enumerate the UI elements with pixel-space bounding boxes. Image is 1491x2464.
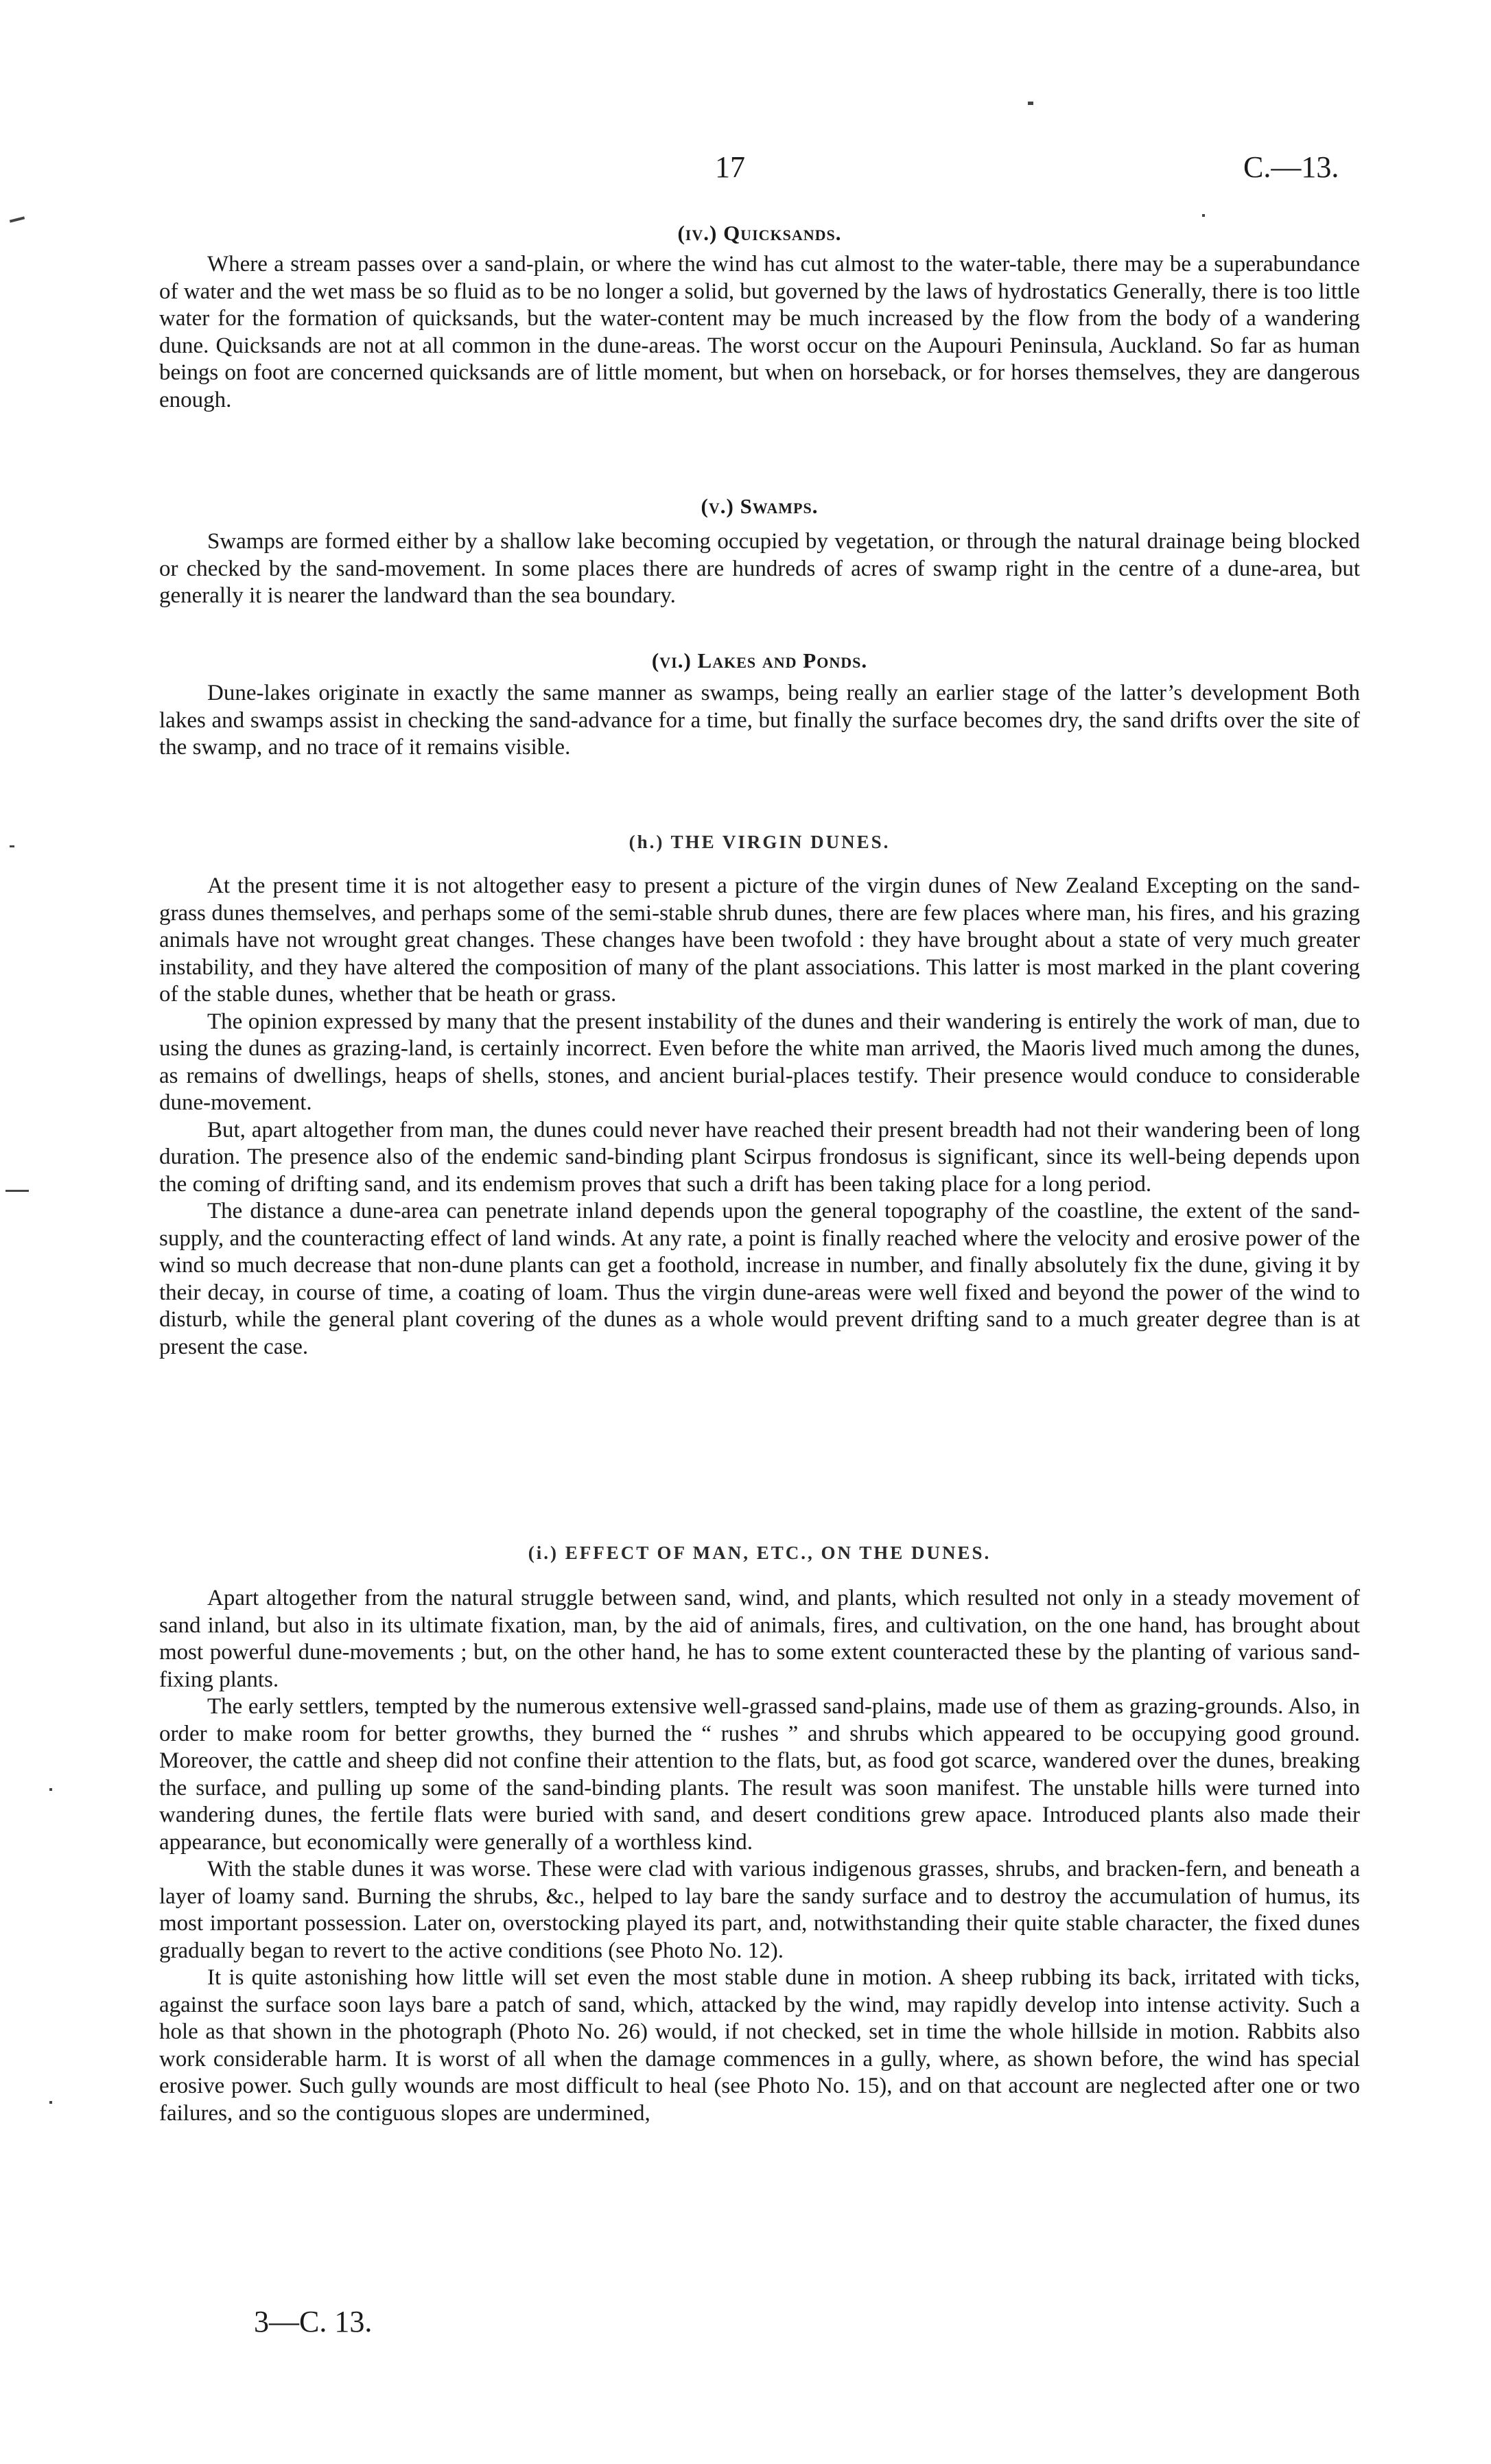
paragraph: Dune-lakes originate in exactly the same manner as swamps, being really an earlier stage of the latter’s development Both lakes and swamps assist in checking the sand-advance for a time, but finally the surface becomes dry, the sand drifts over the site of the swamp, and no trace of it remains visible. [159,681,1360,760]
section-lakes-and-ponds [159,648,1360,762]
section-virgin-dunes [159,829,1360,1361]
scan-mark [49,1788,52,1791]
paragraph: Apart altogether from the natural struggle between sand, wind, and plants, which resulted not only in a steady movement of sand inland, but also in its ultimate fixation, man, by the aid of animals, fires, and cultivation, on the one hand, has brought about most powerful dune-movements ; but, on the other hand, he has to some extent counteracted these by the planting of various sand-fixing plants. [159,1586,1360,1692]
paragraph: Swamps are formed either by a shallow lake becoming occupied by vegetation, or through the natural drainage being blocked or checked by the sand-movement. In some places there are hundreds of acres of swamp right in the centre of a dune-area, but generally it is nearer the landward than the sea boundary. [159,529,1360,608]
paragraph: The distance a dune-area can penetrate inland depends upon the general topography of the coastline, the extent of the sand-supply, and the counteracting effect of land winds. At any rate, a point is finally reached where the velocity and erosive power of the wind so much decrease that non-dune plants can get a foothold, increase in number, and finally absolutely fix the dune, giving it by their decay, in course of time, a coating of loam. Thus the virgin dune-areas were well fixed and beyond the power of the wind to disturb, while the general plant covering of the dunes as a whole would prevent drifting sand to a much greater degree than is at present the case. [159,1199,1360,1359]
section-heading: (i.) EFFECT OF MAN, ETC., ON THE DUNES. [528,1542,991,1563]
paragraph: Where a stream passes over a sand-plain, or where the wind has cut almost to the water-table, there may be a superabundance of water and the wet mass be so fluid as to be no longer a solid, but governed by the laws of hydrostatics Generally, there is too little water for the formation of quicksands, but the water-content may be much increased by the flow from the body of a wandering dune. Quicksands are not at all common in the dune-areas. The worst occur on the Aupouri Peninsula, Auckland. So far as human beings on foot are concerned quicksands are of little moment, but when on horseback, or for horses themselves, they are dangerous enough. [159,252,1360,412]
paragraph: With the stable dunes it was worse. These were clad with various indigenous grasses, shrubs, and bracken-fern, and beneath a layer of loamy sand. Burning the shrubs, &c., helped to lay bare the sandy surface and to destroy the accumulation of humus, its most important possession. Later on, overstocking played its part, and, notwithstanding their quite stable character, the fixed dunes gradually began to revert to the active conditions (see Photo No. 12). [159,1857,1360,1963]
section-heading: (v.) Swamps. [701,494,819,518]
section-heading: (vi.) Lakes and Ponds. [651,648,868,672]
paragraph: The early settlers, tempted by the numerous extensive well-grassed sand-plains, made use of them as grazing-grounds. Also, in order to make room for better growths, they burned the “ rushes ” and shrubs which appeared to be occupying good ground. Moreover, the cattle and sheep did not confine their attention to the flats, but, as food got scarce, wandered over the dunes, breaking the surface, and pulling up some of the sand-binding plants. The result was soon manifest. The unstable hills were turned into wandering dunes, the fertile flats were buried with sand, and desert conditions grew apace. Introduced plants also made their appearance, but economically were generally of a worthless kind. [159,1694,1360,1855]
section-swamps [159,494,1360,610]
scan-mark [10,845,14,847]
paragraph: But, apart altogether from man, the dunes could never have reached their present breadth had not their wandering been of long duration. The presence also of the endemic sand-binding plant Scirpus frondosus is significant, since its well-being depends upon the coming of drifting sand, and its endemism proves that such a drift has been taking place for a long period. [159,1117,1360,1197]
section-quicksands [159,221,1360,414]
scan-mark [10,216,25,222]
signature-mark: 3—C. 13. [254,2305,373,2338]
scan-mark [5,1190,29,1192]
scan-mark [49,2101,52,2104]
scan-mark [1028,102,1033,105]
section-effect-of-man [159,1540,1360,2127]
scan-mark [1202,214,1205,217]
section-heading: (iv.) Quicksands. [677,221,842,245]
document-reference: C.—13. [1243,150,1339,184]
page-number: 17 [715,150,745,184]
section-heading: (h.) THE VIRGIN DUNES. [629,832,891,852]
paragraph: It is quite astonishing how little will set even the most stable dune in motion. A sheep rubbing its back, irritated with ticks, against the surface soon lays bare a patch of sand, which, attacked by the wind, may rapidly develop into intense activity. Such a hole as that shown in the photograph (Photo No. 26) would, if not checked, set in time the whole hillside in motion. Rabbits also work considerable harm. It is worst of all when the damage commences in a gully, where, as shown before, the wind has special erosive power. Such gully wounds are most difficult to heal (see Photo No. 15), and on that account are neglected after one or two failures, and so the contiguous slopes are undermined, [159,1965,1360,2126]
paragraph: The opinion expressed by many that the present instability of the dunes and their wandering is entirely the work of man, due to using the dunes as grazing-land, is certainly incorrect. Even before the white man arrived, the Maoris lived much among the dunes, as remains of dwellings, heaps of shells, stones, and ancient burial-places testify. Their presence would conduce to considerable dune-movement. [159,1009,1360,1115]
paragraph: At the present time it is not altogether easy to present a picture of the virgin dunes of New Zealand Excepting on the sand-grass dunes themselves, and perhaps some of the semi-stable shrub dunes, there are few places where man, his fires, and his grazing animals have not wrought great changes. These changes have been twofold : they have brought about a state of very much greater instability, and they have altered the composition of many of the plant associations. This latter is most marked in the plant covering of the stable dunes, whether that be heath or grass. [159,873,1360,1007]
